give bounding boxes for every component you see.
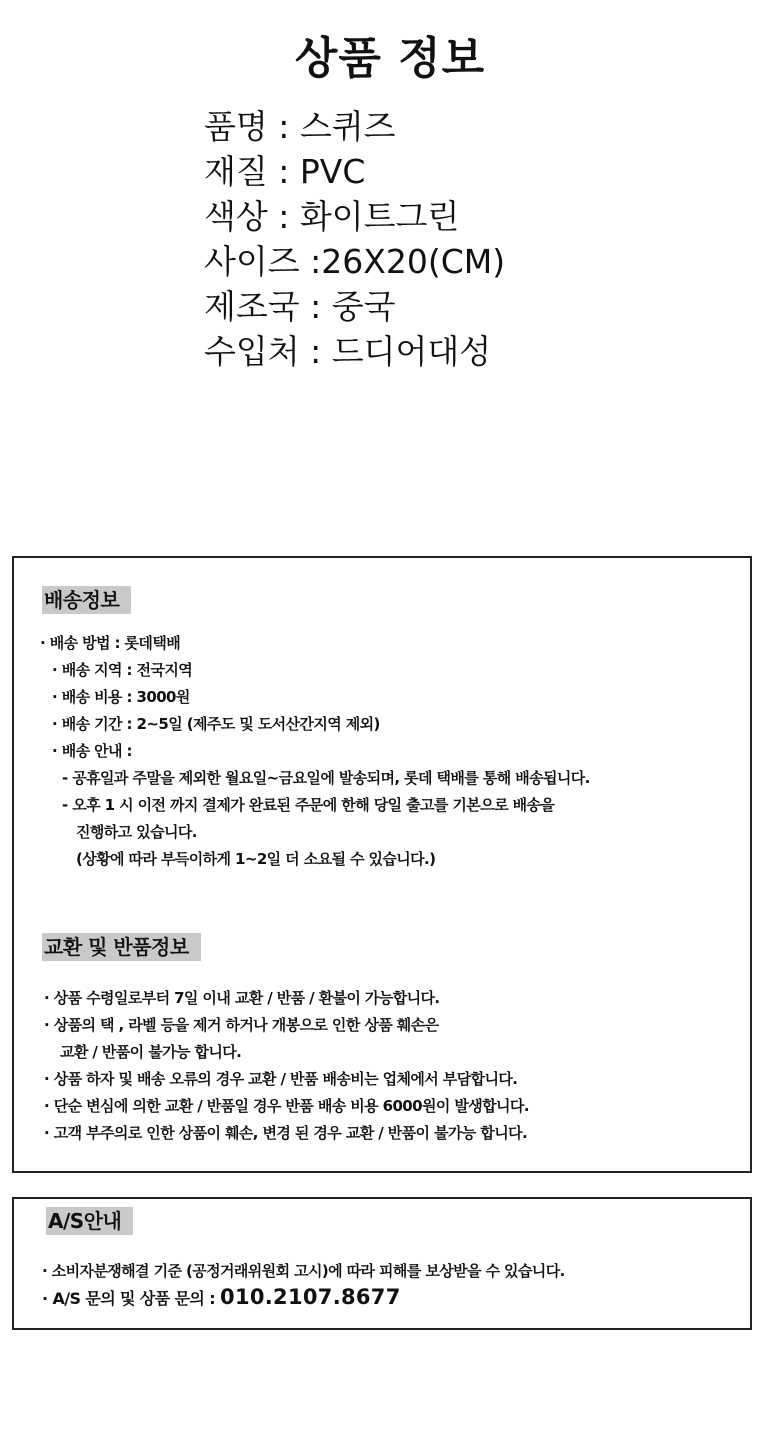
spec-importer: 수입처 : 드디어대성 <box>204 332 492 371</box>
phone-number: 010.2107.8677 <box>220 1285 401 1309</box>
returns-item-5: · 고객 부주의로 인한 상품이 훼손, 변경 된 경우 교환 / 반품이 불가능 합니다. <box>44 1124 528 1142</box>
shipping-heading: 배송정보 <box>42 586 131 614</box>
returns-item-2: · 상품의 택 , 라벨 등을 제거 하거나 개봉으로 인한 상품 훼손은 <box>44 1016 439 1034</box>
spec-size: 사이즈 :26X20(CM) <box>204 242 506 281</box>
spec-color: 색상 : 화이트그린 <box>204 197 460 236</box>
as-dispute-line: · 소비자분쟁해결 기준 (공정거래위원회 고시)에 따라 피해를 보상받을 수 있습니다. <box>42 1262 565 1280</box>
shipping-region: · 배송 지역 : 전국지역 <box>52 661 193 679</box>
returns-item-3: · 상품 하자 및 배송 오류의 경우 교환 / 반품 배송비는 업체에서 부담합니다. <box>44 1070 518 1088</box>
shipping-guide-1: - 공휴일과 주말을 제외한 월요일~금요일에 발송되며, 롯데 택배를 통해 배송됩니다. <box>62 769 590 787</box>
shipping-period: · 배송 기간 : 2~5일 (제주도 및 도서산간지역 제외) <box>52 715 380 733</box>
spec-list <box>204 104 505 374</box>
shipping-method: · 배송 방법 : 롯데택배 <box>40 634 181 652</box>
shipping-returns-box <box>12 556 752 1173</box>
spec-product-name: 품명 : 스퀴즈 <box>204 107 396 146</box>
shipping-cost: · 배송 비용 : 3000원 <box>52 688 190 706</box>
returns-item-4: · 단순 변심에 의한 교환 / 반품일 경우 반품 배송 비용 6000원이 발생합니다. <box>44 1097 529 1115</box>
returns-item-1: · 상품 수령일로부터 7일 이내 교환 / 반품 / 환불이 가능합니다. <box>44 989 440 1007</box>
as-contact-line <box>42 1287 401 1309</box>
as-heading: A/S안내 <box>46 1207 133 1235</box>
page-title: 상품 정보 <box>294 33 486 84</box>
spec-origin: 제조국 : 중국 <box>204 287 396 326</box>
shipping-guide-note: (상황에 따라 부득이하게 1~2일 더 소요될 수 있습니다.) <box>76 850 436 868</box>
as-contact-label: · A/S 문의 및 상품 문의 : <box>42 1289 216 1308</box>
shipping-guide-2-cont: 진행하고 있습니다. <box>76 823 197 841</box>
spec-material: 재질 : PVC <box>204 152 366 191</box>
shipping-guide-2: - 오후 1 시 이전 까지 결제가 완료된 주문에 한해 당일 출고를 기본으로 배송을 <box>62 796 555 814</box>
shipping-guide-label: · 배송 안내 : <box>52 742 132 760</box>
as-box <box>12 1197 752 1330</box>
returns-heading: 교환 및 반품정보 <box>42 933 201 961</box>
returns-item-2-cont: 교환 / 반품이 불가능 합니다. <box>60 1043 242 1061</box>
